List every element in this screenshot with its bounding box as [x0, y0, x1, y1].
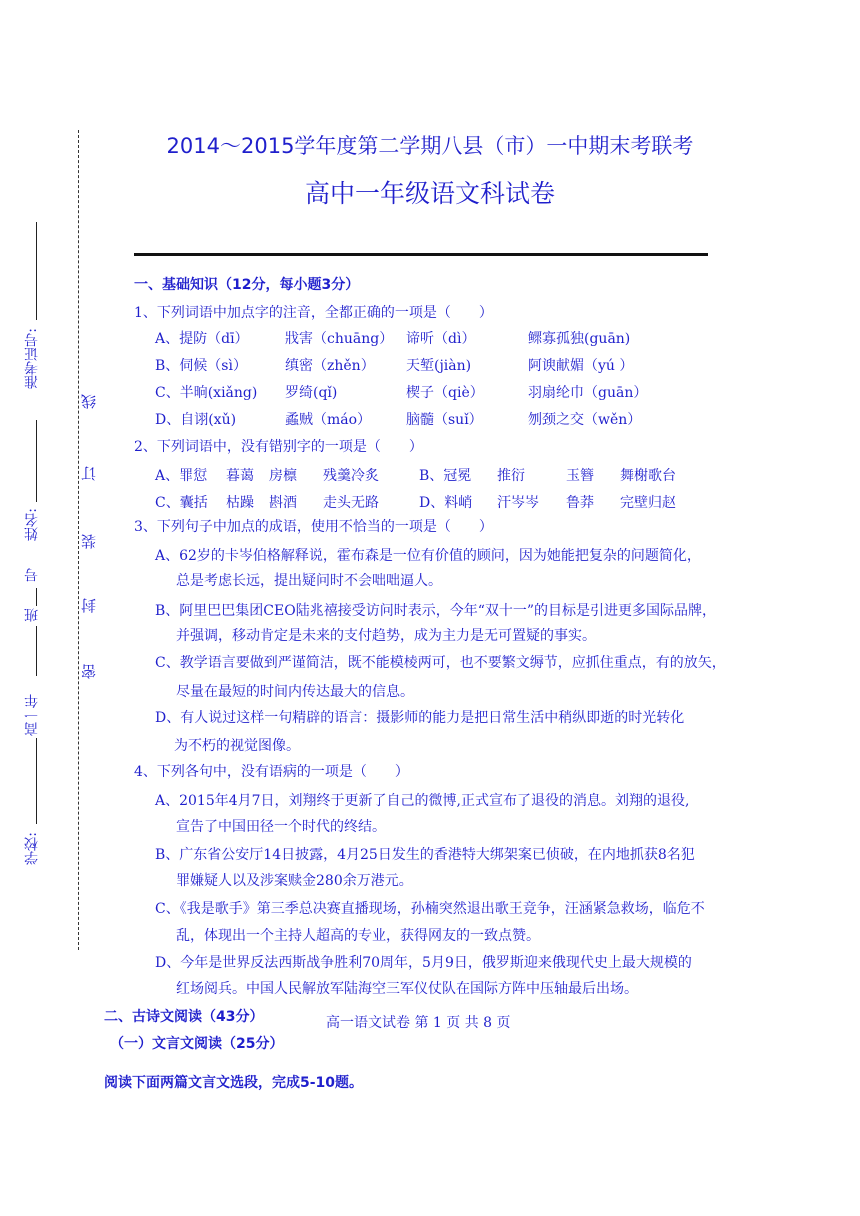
q3-option-b-line1: B、阿里巴巴集团CEO陆兆禧接受访问时表示，今年“双十一”的目标是引进更多国际品牌， — [155, 603, 717, 619]
q1-stem: 1、下列词语中加点字的注音，全都正确的一项是（ ） — [134, 305, 493, 321]
exam-id-label: 准考证号: — [24, 328, 40, 389]
section2-title: 二、古诗文阅读（43分） — [104, 1009, 264, 1025]
q1-b-2: 缜密（zhěn） — [285, 358, 375, 374]
q1-c-3: 楔子（qiè） — [406, 385, 484, 401]
name-field[interactable] — [36, 420, 37, 502]
q4-option-c-line1: C、《我是歌手》第三季总决赛直播现场，孙楠突然退出歌王竞争，汪涵紧急救场，临危不 — [155, 901, 705, 917]
grade-label: 高一年 — [24, 694, 40, 736]
q1-c-1: C、半晌(xiǎng) — [155, 385, 258, 401]
q4-option-a-line2: 宣告了中国田径一个时代的终结。 — [176, 819, 386, 835]
name-label: 姓名: — [24, 508, 40, 541]
q2-r2-7: 鲁莽 — [566, 495, 594, 511]
q2-r2-6: 汗岑岑 — [497, 495, 539, 511]
q3-option-b-line2: 并强调，移动肯定是未来的支付趋势，成为主力是无可置疑的事实。 — [176, 628, 596, 644]
q3-option-d-line2: 为不朽的视觉图像。 — [174, 738, 300, 754]
q4-option-a-line1: A、2015年4月7日，刘翔终于更新了自己的微博,正式宣布了退役的消息。刘翔的退役, — [155, 793, 690, 809]
q1-d-1: D、自诩(xǔ) — [155, 412, 237, 428]
q1-c-2: 罗绮(qǐ) — [285, 385, 338, 401]
q3-option-d-line1: D、有人说过这样一句精辟的语言：摄影师的能力是把日常生活中稍纵即逝的时光转化 — [155, 710, 685, 726]
school-label: 学校: — [24, 832, 40, 865]
q2-r1-2: 暮蔼 — [226, 468, 254, 484]
q1-d-4: 刎颈之交（wěn） — [528, 412, 642, 428]
q1-a-2: 戕害（chuāng） — [285, 331, 394, 347]
school-field[interactable] — [36, 738, 37, 824]
class-field[interactable] — [36, 626, 37, 676]
q1-d-2: 蟊贼（máo） — [285, 412, 372, 428]
q1-b-3: 天堑(jiàn) — [406, 358, 472, 374]
q1-d-3: 脑髓（suǐ） — [406, 412, 483, 428]
q2-r2-5: D、料峭 — [419, 495, 473, 511]
q1-a-4: 鳏寡孤独(guān) — [528, 331, 631, 347]
q1-c-4: 羽扇纶巾（guān） — [528, 385, 648, 401]
q2-r1-4: 残羹冷炙 — [323, 468, 379, 484]
bind-char-mi: 密 — [80, 664, 98, 679]
q2-r2-8: 完壁归赵 — [620, 495, 676, 511]
q3-option-a-line1: A、62岁的卡岑伯格解释说，霍布森是一位有价值的顾问，因为她能把复杂的问题简化， — [155, 548, 701, 564]
q4-stem: 4、下列各句中，没有语病的一项是（ ） — [134, 764, 409, 780]
class-label: 班 — [24, 608, 40, 622]
q1-b-1: B、伺候（sì） — [155, 358, 247, 374]
bind-char-zhuang: 装 — [80, 534, 98, 549]
bind-char-ding: 订 — [80, 466, 98, 481]
q2-r1-1: A、罪愆 — [155, 468, 208, 484]
q3-option-c-line1: C、教学语言要做到严谨简洁，既不能模棱两可，也不要繁文缛节，应抓住重点，有的放矢， — [155, 655, 726, 671]
q2-stem: 2、下列词语中，没有错别字的一项是（ ） — [134, 439, 423, 455]
q3-option-c-line2: 尽量在最短的时间内传达最大的信息。 — [176, 684, 414, 700]
reading-instruction: 阅读下面两篇文言文选段，完成5-10题。 — [104, 1075, 364, 1091]
q2-r1-6: 推衍 — [497, 468, 525, 484]
q4-option-b-line1: B、广东省公安厅14日披露，4月25日发生的香港特大绑架案已侦破，在内地抓获8名犯 — [155, 847, 695, 863]
q1-a-1: A、提防（dī） — [155, 331, 249, 347]
q2-r2-3: 斟酒 — [269, 495, 297, 511]
q1-b-4: 阿谀献媚（yú ） — [528, 358, 634, 374]
q2-r1-8: 舞榭歌台 — [620, 468, 676, 484]
paper-title: 高中一年级语文科试卷 — [304, 179, 555, 208]
q1-a-3: 谛听（dì） — [406, 331, 476, 347]
q4-option-b-line2: 罪嫌疑人以及涉案赎金280余万港元。 — [176, 873, 413, 889]
q2-r2-4: 走头无路 — [323, 495, 379, 511]
q3-stem: 3、下列句子中加点的成语，使用不恰当的一项是（ ） — [134, 519, 493, 535]
q2-r2-1: C、囊括 — [155, 495, 208, 511]
number-field[interactable] — [36, 588, 37, 606]
q4-option-d-line1: D、今年是世界反法西斯战争胜利70周年，5月9日，俄罗斯迎来俄现代史上最大规模的 — [155, 955, 692, 971]
q2-r1-5: B、冠冕 — [419, 468, 472, 484]
q2-r1-3: 房檩 — [269, 468, 297, 484]
section1-title: 一、基础知识（12分，每小题3分） — [134, 277, 360, 293]
q4-option-c-line2: 乱，体现出一个主持人超高的专业，获得网友的一致点赞。 — [176, 928, 540, 944]
number-label: 号 — [24, 568, 40, 582]
section2-subtitle: （一）文言文阅读（25分） — [110, 1036, 284, 1052]
bind-char-feng: 封 — [80, 598, 98, 613]
bind-char-xian: 线 — [80, 394, 98, 409]
exam-id-field[interactable] — [36, 222, 37, 320]
q2-r2-2: 枯躁 — [226, 495, 254, 511]
q2-r1-7: 玉簪 — [566, 468, 594, 484]
q4-option-d-line2: 红场阅兵。中国人民解放军陆海空三军仪仗队在国际方阵中压轴最后出场。 — [176, 981, 638, 997]
header-rule — [134, 253, 708, 256]
exam-title: 2014～2015学年度第二学期八县（市）一中期末考联考 — [166, 134, 694, 158]
q3-option-a-line2: 总是考虑长远，提出疑问时不会咄咄逼人。 — [176, 573, 442, 589]
page-footer: 高一语文试卷 第 1 页 共 8 页 — [326, 1015, 511, 1031]
